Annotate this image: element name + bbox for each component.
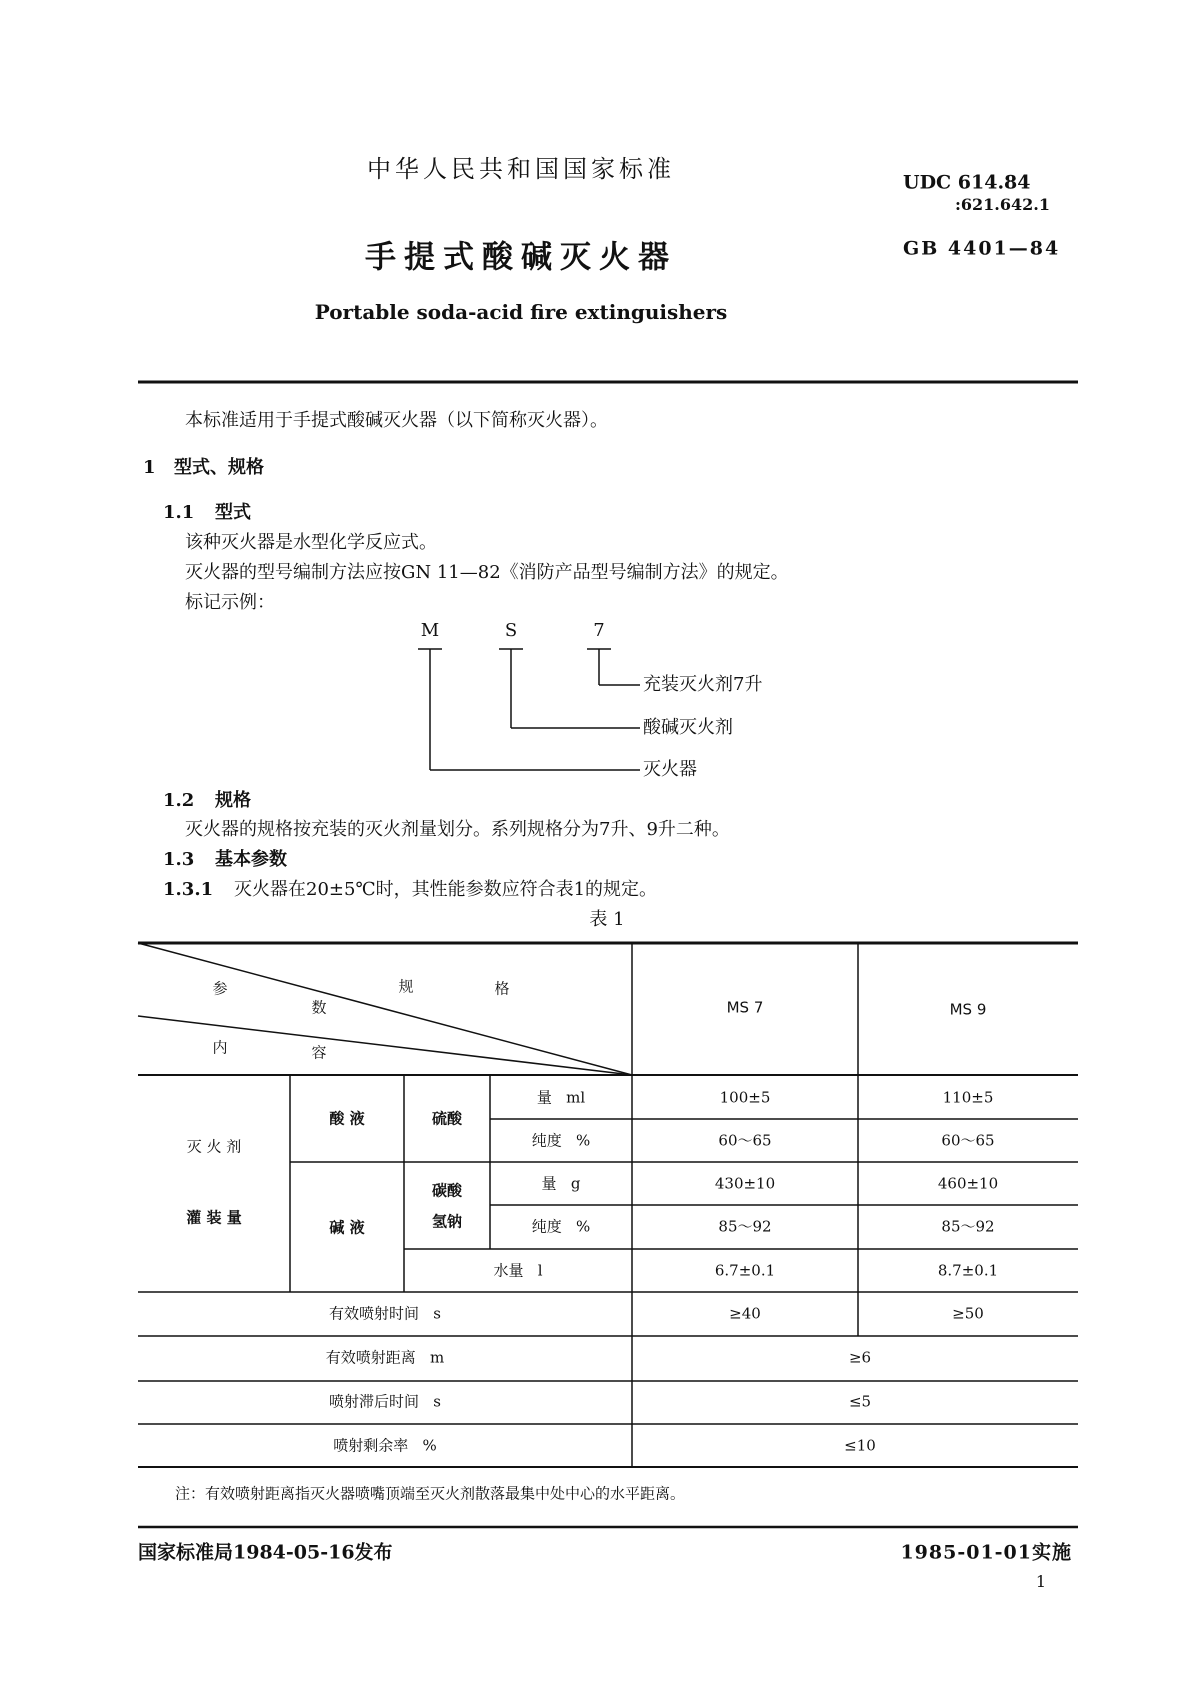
designation-diagram-lines (418, 649, 640, 770)
english-title: Portable soda-acid fire extinguishers (314, 300, 728, 324)
paragraph: 灭火器在20±5℃时，其性能参数应符合表1的规定。 (234, 879, 658, 900)
base-label: 碱 液 (329, 1218, 365, 1237)
sulfuric-acid-label: 硫酸 (431, 1109, 463, 1128)
section-1-number: 1 (143, 457, 156, 478)
bicarbonate-label: 碳酸 (431, 1181, 463, 1200)
paragraph: 该种灭火器是水型化学反应式。 (185, 532, 437, 553)
section-1-1-number: 1.1 (163, 502, 195, 523)
page-number: 1 (1035, 1572, 1047, 1591)
row-label: 纯度 % (531, 1131, 591, 1150)
value-ms9: 8.7±0.1 (937, 1261, 999, 1280)
value-ms9: 85～92 (941, 1217, 995, 1236)
row-label: 喷射剩余率 % (333, 1436, 437, 1455)
diagram-label: 充装灭火剂7升 (643, 674, 763, 695)
value-ms7: 430±10 (714, 1174, 776, 1193)
section-1-1-title: 型式 (215, 502, 251, 523)
header-char: 规 (398, 977, 414, 996)
section-1-3-title: 基本参数 (215, 849, 287, 870)
udc-code-2: :621.642.1 (955, 195, 1050, 214)
section-1-3-number: 1.3 (163, 849, 195, 870)
group-label: 灌 装 量 (186, 1208, 242, 1227)
row-label: 有效喷射距离 m (325, 1348, 445, 1367)
value-ms9: ≥50 (952, 1304, 984, 1323)
header-char: 参 (212, 979, 228, 998)
section-1-3-1-number: 1.3.1 (163, 879, 214, 900)
paragraph: 标记示例： (185, 592, 275, 613)
diagram-label: 灭火器 (643, 759, 697, 780)
column-header-ms7: MS 7 (726, 998, 764, 1017)
header-char: 容 (311, 1043, 327, 1062)
value-ms9: 110±5 (942, 1088, 994, 1107)
effective-date: 1985-01-01实施 (900, 1541, 1072, 1564)
value-ms9: 60～65 (941, 1131, 995, 1150)
issue-date: 国家标准局1984-05-16发布 (138, 1541, 393, 1564)
section-1-title: 型式、规格 (174, 457, 264, 478)
bicarbonate-label: 氢钠 (431, 1212, 463, 1231)
column-header-ms9: MS 9 (949, 1000, 987, 1019)
value-merged: ≥6 (848, 1348, 872, 1367)
row-label: 水量 l (493, 1261, 543, 1280)
diagram-letter-m: M (420, 620, 440, 641)
diagram-label: 酸碱灭火剂 (643, 717, 733, 738)
row-label: 喷射滞后时间 s (328, 1392, 442, 1411)
row-label: 量 g (541, 1174, 581, 1193)
table-caption: 表 1 (589, 909, 625, 930)
header-char: 数 (311, 998, 327, 1017)
value-ms7: 60～65 (718, 1131, 772, 1150)
value-ms7: 100±5 (719, 1088, 771, 1107)
udc-code: UDC 614.84 (903, 171, 1031, 194)
section-1-2-title: 规格 (215, 790, 251, 811)
intro-text: 本标准适用于手提式酸碱灭火器（以下简称灭火器）。 (185, 410, 608, 431)
section-1-2-number: 1.2 (163, 790, 195, 811)
value-ms7: ≥40 (729, 1304, 761, 1323)
paragraph: 灭火器的规格按充装的灭火剂量划分。系列规格分为7升、9升二种。 (185, 819, 730, 840)
document-title: 手提式酸碱灭火器 (365, 239, 677, 276)
paragraph: 灭火器的型号编制方法应按GN 11—82《消防产品型号编制方法》的规定。 (185, 562, 789, 583)
row-label: 量 ml (536, 1088, 586, 1107)
value-ms9: 460±10 (937, 1174, 999, 1193)
value-ms7: 6.7±0.1 (714, 1261, 776, 1280)
acid-label: 酸 液 (329, 1109, 365, 1128)
diagram-letter-s: S (504, 620, 518, 641)
row-label: 纯度 % (531, 1217, 591, 1236)
header-char: 内 (212, 1038, 228, 1057)
header-char: 格 (494, 979, 510, 998)
org-title: 中华人民共和国国家标准 (367, 155, 675, 183)
table-grid (138, 943, 1078, 1467)
value-ms7: 85～92 (718, 1217, 772, 1236)
table-note: 注：有效喷射距离指灭火器喷嘴顶端至灭火剂散落最集中处中心的水平距离。 (175, 1484, 686, 1503)
diagram-letter-7: 7 (593, 620, 605, 641)
value-merged: ≤5 (848, 1392, 872, 1411)
row-label: 有效喷射时间 s (328, 1304, 442, 1323)
standard-number: GB 4401—84 (903, 237, 1061, 260)
value-merged: ≤10 (844, 1436, 876, 1455)
group-label: 灭 火 剂 (186, 1137, 242, 1156)
